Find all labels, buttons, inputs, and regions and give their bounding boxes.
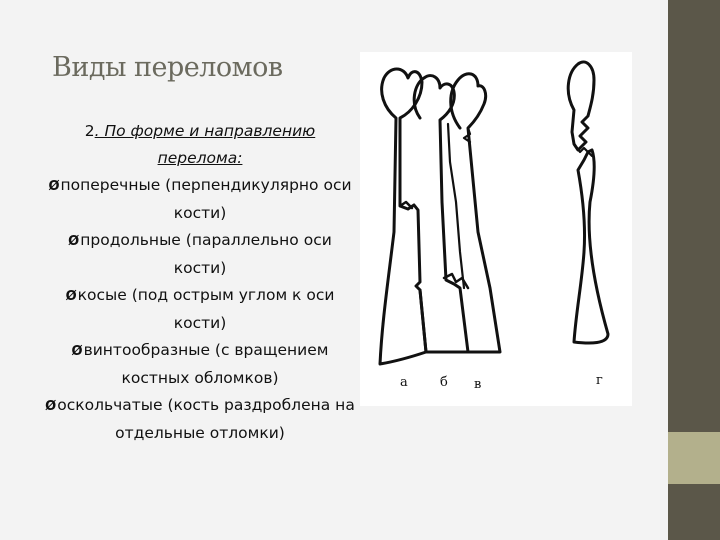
bone-d-lower-fragment-icon [574,150,608,343]
list-item-text: косые (под острым углом к оси кости) [77,286,335,332]
list-item-spiral [44,337,356,392]
arrow-bullet-icon: Ø [71,344,83,359]
list-item-comminuted [44,392,356,447]
figure-label-a: а [400,375,408,390]
figure-label-d: г [596,373,603,388]
list-item-transverse [44,172,356,227]
bone-fracture-illustration [360,52,632,406]
arrow-bullet-icon: Ø [68,234,80,249]
longitudinal-fracture-line-icon [448,124,464,288]
bone-c-shaft-icon [451,74,500,352]
fracture-types-figure [360,52,632,406]
bone-d-upper-fragment-icon [568,62,594,150]
list-item-text: винтообразные (с вращением костных обломков) [83,341,329,387]
list-item-oblique [44,282,356,337]
content-text-block [44,118,356,447]
subtitle [44,118,356,172]
arrow-bullet-icon: Ø [45,399,57,414]
arrow-bullet-icon: Ø [48,179,60,194]
list-item-text: поперечные (перпендикулярно оси кости) [60,176,352,222]
subtitle-number: 2 [84,122,95,140]
arrow-bullet-icon: Ø [65,289,77,304]
subtitle-text: . По форме и направлению перелома: [94,122,316,167]
figure-label-c: в [474,377,482,392]
figure-label-b: б [440,375,448,390]
bone-a-shaft-icon [380,69,426,364]
list-item-longitudinal [44,227,356,282]
bone-b-shaft-icon [414,76,468,352]
decorative-sidebar-accent [668,432,720,484]
list-item-text: оскольчатые (кость раздроблена на отдельные отломки) [57,396,355,442]
slide-title: Виды переломов [52,52,283,83]
list-item-text: продольные (параллельно оси кости) [80,231,332,277]
